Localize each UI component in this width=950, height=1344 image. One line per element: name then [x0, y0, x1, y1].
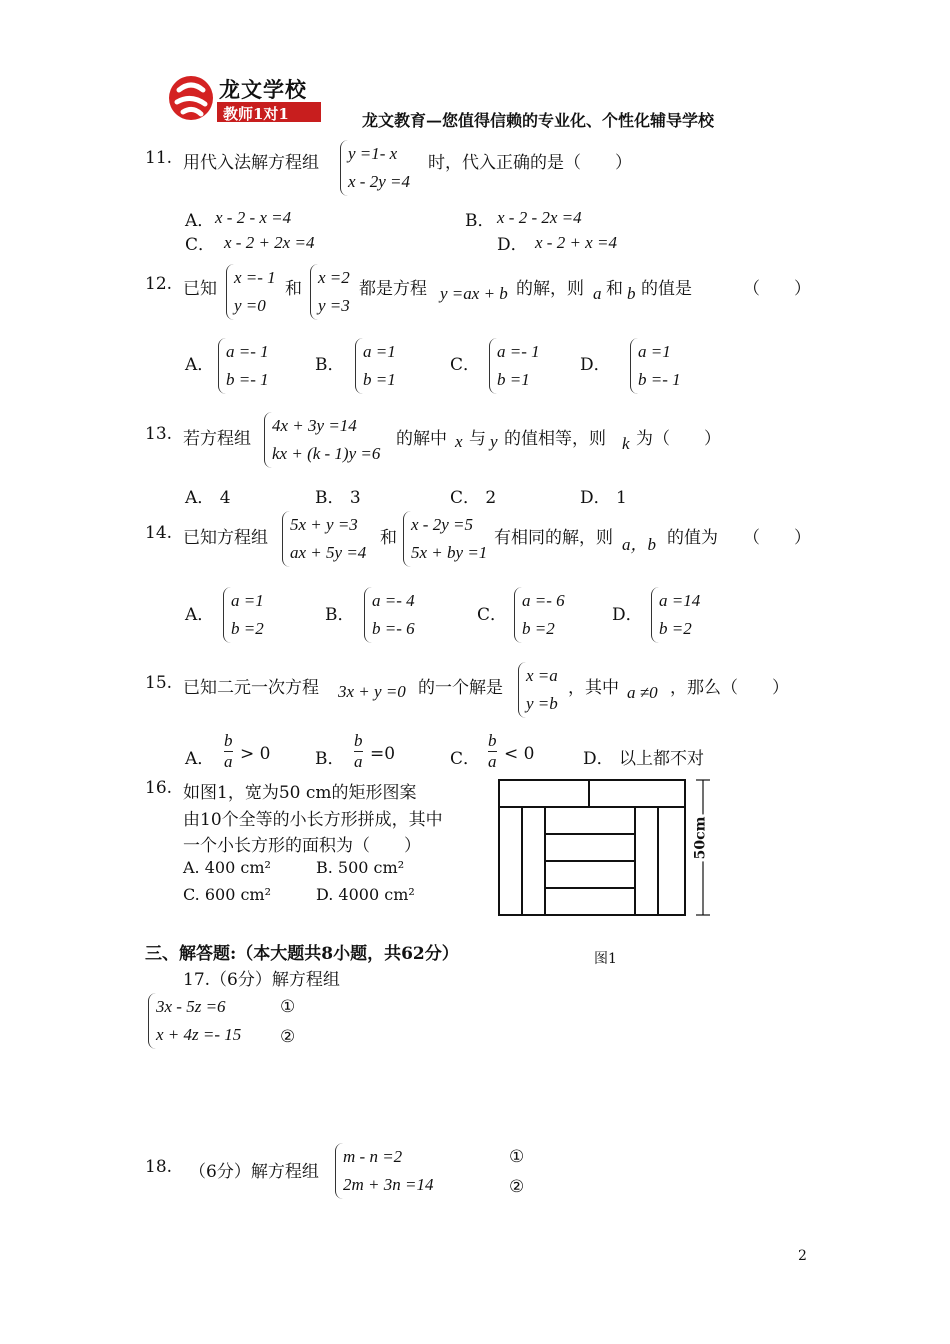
q12-opt-b-label: B． — [315, 355, 345, 375]
q15-text4: ，那么（ ） — [670, 678, 789, 698]
q12-opt-c-label: C． — [450, 355, 481, 375]
q12-text3: 都是方程 — [359, 279, 427, 299]
q14-f1: x - 2y =5 — [411, 515, 473, 534]
q14-opt-b — [364, 587, 415, 643]
q17-title: 17.（6分）解方程组 — [183, 970, 340, 990]
q15-system — [518, 662, 558, 718]
q11-tail: 时，代入正确的是（ ） — [428, 153, 632, 173]
q12-text2: 和 — [285, 279, 302, 299]
q13-opt-d — [580, 483, 627, 508]
q13-eq2: kx + (k - 1)y =6 — [272, 444, 381, 463]
q14-opt-a-label: A． — [185, 605, 215, 625]
q12-opt-b-b: b =1 — [363, 370, 396, 389]
q14-e1: 5x + y =3 — [290, 515, 358, 534]
q13-opt-a-label: A． — [185, 488, 215, 508]
q13-text5: 为（ ） — [636, 429, 721, 449]
q18-number: 18. — [145, 1157, 173, 1177]
q15-opt-a-num: b — [224, 731, 233, 750]
page-number: 2 — [798, 1248, 807, 1264]
q14-opt-d — [651, 587, 700, 643]
q15-number: 15. — [145, 673, 173, 693]
school-logo — [165, 72, 323, 124]
q15-opt-b-frac — [354, 731, 363, 772]
q12-paren: （ ） — [743, 279, 811, 299]
q15-opt-a-label: A． — [185, 749, 215, 769]
q12-opt-c-b: b =1 — [497, 370, 530, 389]
q17-mark1: ① — [280, 997, 296, 1017]
q13-text2: 的解中 — [396, 429, 447, 449]
q17-system — [148, 993, 241, 1049]
q13-opt-a-value: 4 — [219, 488, 231, 508]
q11-opt-b: x - 2 - 2x =4 — [497, 208, 582, 227]
q14-text4: 的值为 — [667, 528, 718, 548]
q14-opt-b-b: b =- 6 — [372, 619, 415, 638]
q14-f2: 5x + by =1 — [411, 543, 488, 562]
figure-1-caption: 图1 — [594, 951, 617, 967]
q11-text: 用代入法解方程组 — [183, 153, 319, 173]
q13-eq1: 4x + 3y =14 — [272, 416, 357, 435]
q13-text4: 的值相等，则 — [504, 429, 606, 449]
q17-eq2: x + 4z =- 15 — [156, 1025, 242, 1044]
q15-opt-d-label: D． — [583, 749, 614, 769]
q14-text3: 有相同的解，则 — [494, 528, 613, 548]
q14-opt-b-a: a =- 4 — [372, 591, 415, 610]
q12-system2 — [310, 264, 350, 320]
q12-opt-a-b: b =- 1 — [226, 370, 269, 389]
q12-number: 12. — [145, 274, 173, 294]
q15-opt-d — [583, 744, 704, 769]
q12-opt-d-b: b =- 1 — [638, 370, 681, 389]
q11-opt-c-label: C． — [185, 235, 216, 255]
q12-s1a: x =- 1 — [234, 268, 276, 287]
q15-opt-b-den: a — [354, 752, 363, 771]
q13-opt-b-value: 3 — [349, 488, 361, 508]
q12-s2b: y =3 — [318, 296, 350, 315]
q12-opt-d-a: a =1 — [638, 342, 671, 361]
q15-opt-c-frac — [488, 731, 497, 772]
q15-s1: x =a — [526, 666, 558, 685]
q12-text4: 的解，则 — [516, 279, 584, 299]
q12-text1: 已知 — [183, 279, 217, 299]
q18-mark2: ② — [509, 1177, 525, 1197]
q13-opt-d-value: 1 — [616, 488, 627, 508]
q13-var-x: x — [455, 432, 463, 451]
q14-opt-c — [514, 587, 565, 643]
q14-vars: a，b — [622, 535, 656, 554]
q16-opt-d: D. 4000 cm² — [316, 885, 415, 904]
q12-var-a: a — [593, 284, 602, 303]
q14-number: 14. — [145, 523, 173, 543]
q14-system2 — [403, 511, 487, 567]
q11-system — [340, 140, 410, 196]
q14-system1 — [282, 511, 366, 567]
q16-number: 16. — [145, 778, 173, 798]
q15-s2: y =b — [526, 694, 558, 713]
q12-text6: 的值是 — [641, 279, 692, 299]
q18-eq1: m - n =2 — [343, 1147, 403, 1166]
q15-opt-c-label: C． — [450, 749, 481, 769]
q14-paren: （ ） — [743, 528, 811, 548]
q12-opt-a — [218, 338, 269, 394]
q14-opt-d-b: b =2 — [659, 619, 692, 638]
q15-opt-c-den: a — [488, 752, 497, 771]
q12-equation: y =ax + b — [440, 284, 508, 303]
q14-opt-a — [223, 587, 264, 643]
figure-1-dimension-label: 50cm — [692, 816, 709, 860]
q15-opt-b-label: B． — [315, 749, 345, 769]
q14-opt-d-a: a =14 — [659, 591, 701, 610]
q15-opt-a-rel: > 0 — [240, 744, 271, 764]
q13-text1: 若方程组 — [183, 429, 251, 449]
q12-var-b: b — [627, 284, 636, 303]
q15-text1: 已知二元一次方程 — [183, 678, 319, 698]
q16-line1: 如图1，宽为50 cm的矩形图案 — [183, 783, 417, 803]
q12-system1 — [226, 264, 276, 320]
q18-system — [335, 1143, 433, 1199]
q13-opt-b-label: B． — [315, 488, 345, 508]
q11-opt-c: x - 2 + 2x =4 — [224, 233, 315, 252]
q13-opt-b — [315, 483, 361, 508]
q15-text2: 的一个解是 — [418, 678, 503, 698]
q16-line3: 一个小长方形的面积为（ ） — [183, 836, 421, 856]
q16-opt-a: A. 400 cm² — [183, 858, 271, 877]
q17-mark2: ② — [280, 1027, 296, 1047]
q13-text3: 与 — [469, 429, 486, 449]
q16-line2: 由10个全等的小长方形拼成，其中 — [183, 810, 443, 830]
q12-opt-a-label: A． — [185, 355, 215, 375]
logo-subtitle: 教师1对1 — [223, 105, 289, 123]
q11-opt-d: x - 2 + x =4 — [535, 233, 617, 252]
q12-opt-b-a: a =1 — [363, 342, 396, 361]
q11-opt-b-label: B． — [465, 211, 495, 231]
q13-var-y: y — [490, 432, 498, 451]
q14-opt-c-b: b =2 — [522, 619, 555, 638]
q15-opt-b-num: b — [354, 731, 363, 750]
q15-opt-c-rel: < 0 — [504, 744, 535, 764]
q13-number: 13. — [145, 424, 173, 444]
q13-var-k: k — [622, 434, 630, 453]
logo-title: 龙文学校 — [219, 77, 307, 102]
q12-opt-d — [630, 338, 681, 394]
q12-s2a: x =2 — [318, 268, 350, 287]
q17-eq1: 3x - 5z =6 — [156, 997, 226, 1016]
q14-text1: 已知方程组 — [183, 528, 268, 548]
q14-text2: 和 — [380, 528, 397, 548]
q11-opt-d-label: D． — [497, 235, 528, 255]
q18-mark1: ① — [509, 1147, 525, 1167]
q13-system — [264, 412, 380, 468]
q16-opt-b: B. 500 cm² — [316, 858, 405, 877]
q18-title: （6分）解方程组 — [189, 1162, 319, 1182]
q15-opt-a-den: a — [224, 752, 233, 771]
q13-opt-d-label: D． — [580, 488, 611, 508]
q14-opt-c-a: a =- 6 — [522, 591, 565, 610]
section-3-heading: 三、解答题:（本大题共8小题，共62分） — [145, 944, 459, 964]
q14-opt-a-b: b =2 — [231, 619, 264, 638]
q13-opt-a — [185, 483, 231, 508]
figure-1-rectangle-pattern — [496, 777, 716, 919]
q12-opt-a-a: a =- 1 — [226, 342, 269, 361]
q11-opt-a: x - 2 - x =4 — [215, 208, 292, 227]
q12-opt-c-a: a =- 1 — [497, 342, 540, 361]
q14-e2: ax + 5y =4 — [290, 543, 367, 562]
q11-number: 11. — [145, 148, 173, 168]
header-slogan: 龙文教育—您值得信赖的专业化、个性化辅导学校 — [362, 111, 715, 130]
q14-opt-c-label: C． — [477, 605, 508, 625]
q15-opt-c-num: b — [488, 731, 497, 750]
q11-opt-a-label: A． — [185, 211, 215, 231]
q14-opt-a-a: a =1 — [231, 591, 264, 610]
q15-condition: a ≠0 — [627, 683, 658, 702]
q12-opt-d-label: D． — [580, 355, 611, 375]
q15-opt-d-text: 以上都不对 — [619, 749, 705, 769]
q11-eq1: y =1- x — [348, 144, 398, 163]
q15-opt-b-rel: =0 — [370, 744, 396, 764]
q12-opt-b — [355, 338, 396, 394]
q14-opt-b-label: B． — [325, 605, 355, 625]
q12-opt-c — [489, 338, 540, 394]
q12-text5: 和 — [606, 279, 623, 299]
q15-opt-a-frac — [224, 731, 233, 772]
q16-opt-c: C. 600 cm² — [183, 885, 272, 904]
q13-opt-c — [450, 483, 496, 508]
q14-opt-d-label: D． — [612, 605, 643, 625]
q15-text3: ，其中 — [568, 678, 619, 698]
q13-opt-c-label: C． — [450, 488, 481, 508]
q18-eq2: 2m + 3n =14 — [343, 1175, 434, 1194]
q11-eq2: x - 2y =4 — [348, 172, 410, 191]
q12-s1b: y =0 — [234, 296, 266, 315]
q13-opt-c-value: 2 — [485, 488, 497, 508]
q15-equation: 3x + y =0 — [338, 682, 406, 701]
